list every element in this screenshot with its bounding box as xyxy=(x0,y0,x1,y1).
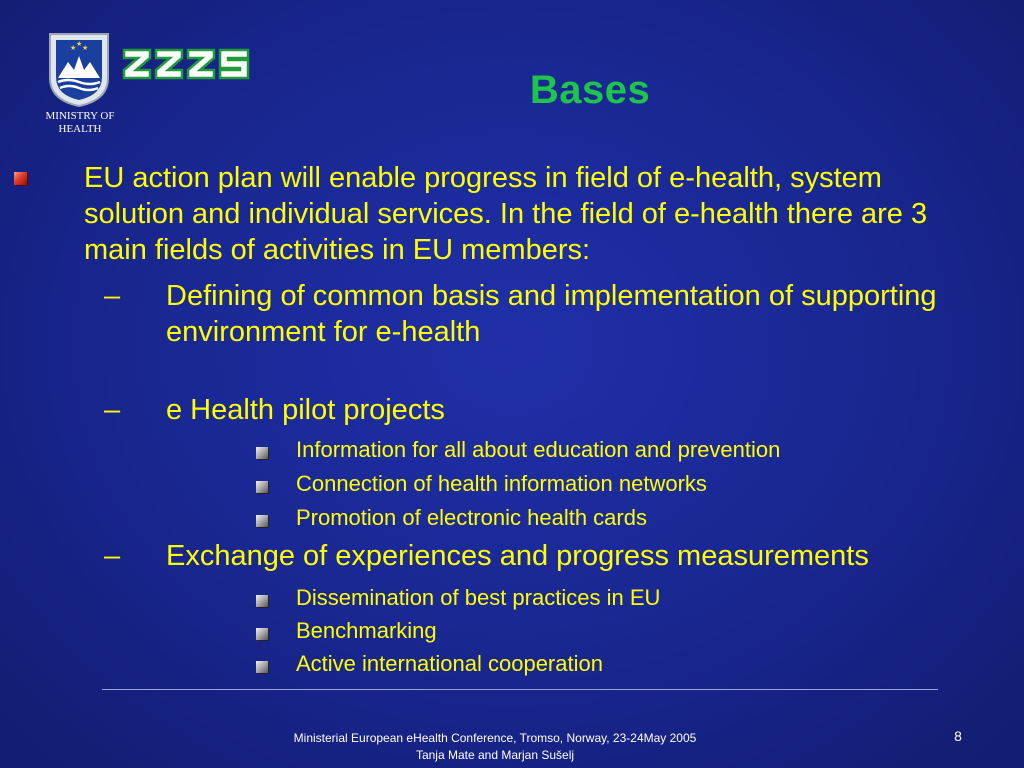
small-square-bullet-icon xyxy=(256,628,268,640)
small-square-bullet-icon xyxy=(256,447,268,459)
small-square-bullet-icon xyxy=(256,661,268,673)
list-item: Active international cooperation xyxy=(296,651,603,676)
small-square-bullet-icon xyxy=(256,515,268,527)
list-item: Dissemination of best practices in EU xyxy=(296,585,661,610)
dash-bullet-icon: – xyxy=(104,540,121,572)
dash-bullet-icon: – xyxy=(104,280,121,312)
dash-bullet-icon: – xyxy=(104,394,121,426)
sub-bullet-3: Exchange of experiences and progress measurements xyxy=(166,540,869,572)
sub-bullet-1: Defining of common basis and implementation of supporting environment for e-health xyxy=(166,280,937,348)
ministry-label-line1: MINISTRY OF xyxy=(45,110,115,122)
ministry-label-line2: HEALTH xyxy=(58,123,102,135)
footer-conference: Ministerial European eHealth Conference, Tromso, Norway, 23-24May 2005 xyxy=(293,731,697,745)
svg-text:★: ★ xyxy=(82,44,89,52)
footer-authors: Tanja Mate and Marjan Sušelj xyxy=(415,748,575,762)
zzzs-logo-icon xyxy=(120,44,252,84)
svg-text:★: ★ xyxy=(76,40,83,48)
list-item: Benchmarking xyxy=(296,618,437,643)
slide-title: Bases xyxy=(529,68,651,112)
main-bullet-text: EU action plan will enable progress in field of e-health, system solution and individual services. In the field of e-health there are 3 main fields of activities in EU members: xyxy=(84,162,928,266)
list-item: Information for all about education and prevention xyxy=(296,437,781,462)
svg-text:★: ★ xyxy=(70,44,77,52)
small-square-bullet-icon xyxy=(256,481,268,493)
small-square-bullet-icon xyxy=(256,595,268,607)
page-number: 8 xyxy=(954,728,962,744)
list-item: Connection of health information networks xyxy=(296,471,707,496)
footer xyxy=(250,730,740,764)
ministry-label xyxy=(24,110,136,136)
square-bullet-icon xyxy=(14,172,27,185)
list-item: Promotion of electronic health cards xyxy=(296,505,647,530)
ministry-coat-of-arms-icon xyxy=(48,32,110,108)
footer-divider xyxy=(102,689,938,690)
sub-bullet-2: e Health pilot projects xyxy=(166,394,445,426)
